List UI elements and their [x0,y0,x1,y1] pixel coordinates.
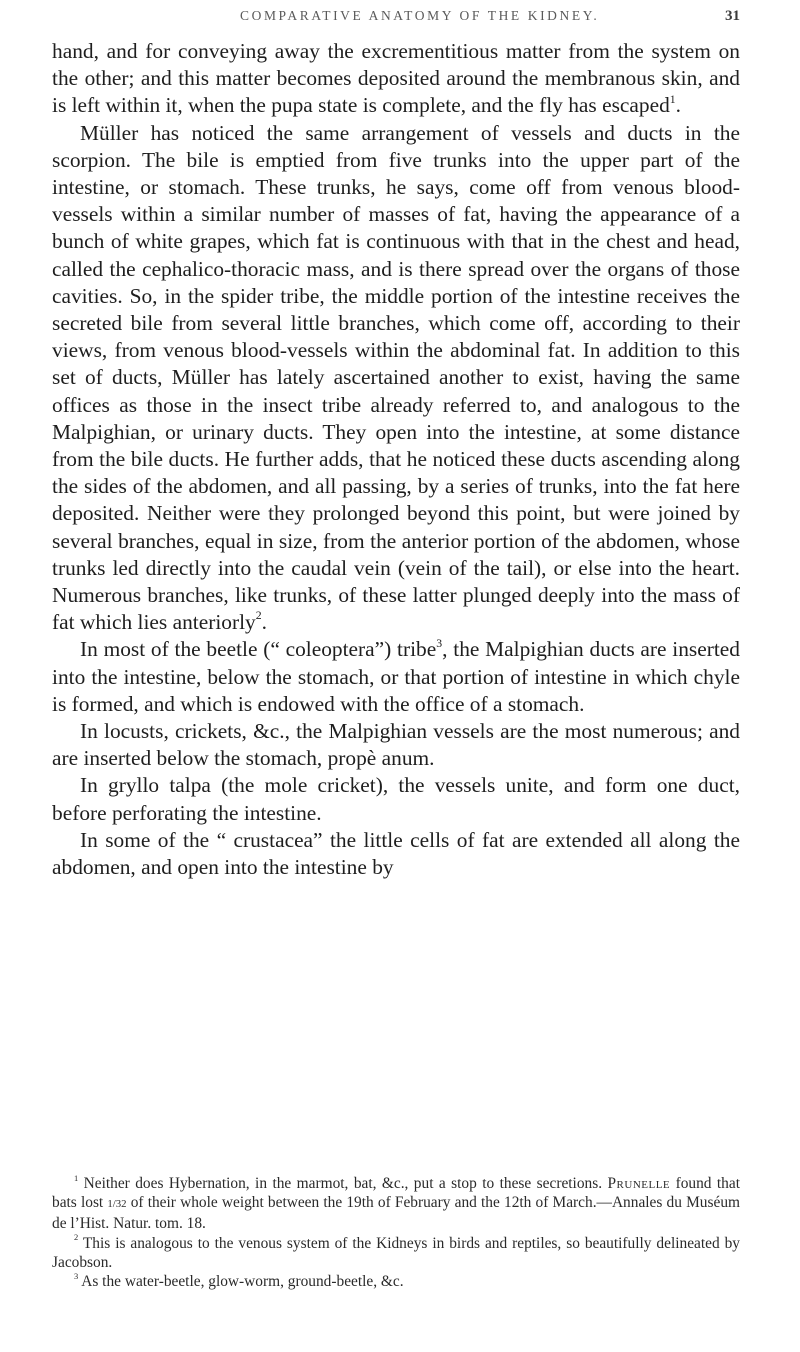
text-run: Neither does Hybernation, in the marmot, bat, &c., put a stop to these secretions. [78,1175,608,1192]
paragraph [52,718,740,772]
paragraph [52,772,740,826]
paragraph [52,120,740,637]
text-run: This is analogous to the venous system of the Kidneys in birds and reptiles, so beautifully delineated by Jacobson. [52,1234,740,1271]
running-head-title: COMPARATIVE ANATOMY OF THE KIDNEY. [240,8,600,23]
text-run: Müller has noticed the same arrangement of vessels and ducts in the scorpion. The bile is emptied from five trunks into the upper part of the intestine, or stomach. These trunks, he says, come off from venous blood-vessels within a similar number of masses of fat, having the appearance of a bunch of white grapes, which fat is continuous with that in the chest and head, called the cephalico-thoracic mass, and is there spread over the organs of those cavities. So, in the spider tribe, the middle portion of the intestine receives the secreted bile from several little branches, which come off, according to their views, from venous blood-vessels within the abdominal fat. In addition to this set of ducts, Müller has lately ascertained another to exist, having the same offices as those in the insect tribe already referred to, and analogous to the Malpighian, or urinary ducts. They open into the intestine, at some distance from the bile ducts. He further adds, that he noticed these ducts ascending along the sides of the abdomen, and all passing, by a series of trunks, into the fat here deposited. Neither were they prolonged beyond this point, but were joined by several branches, equal in size, from the anterior portion of the abdomen, whose trunks led directly into the caudal vein (vein of the tail), or else into the heart. Numerous branches, like trunks, of these latter plunged deeply into the mass of fat which lies anteriorly [52,120,740,635]
footnote [52,1272,740,1291]
body-text [52,38,740,881]
author-name: Prunelle [607,1175,671,1192]
text-run: In locusts, crickets, &c., the Malpighian vessels are the most numerous; and are inserted below the stomach, propè anum. [52,719,740,771]
page-number: 31 [725,8,740,24]
paragraph [52,636,740,718]
footnote-reference: 2 [255,609,262,623]
paragraph [52,827,740,881]
text-run: hand, and for conveying away the excrementitious matter from the system on the other; and this matter becomes deposited around the membranous skin, and is left within it, when the pupa state is complete, and the fly has escaped [52,39,740,118]
text-run: In some of the “ crustacea” the little cells of fat are extended all along the abdomen, and open into the intestine by [52,827,740,880]
text-run: In most of the beetle (“ coleoptera”) tribe [80,637,437,662]
footnote-reference: 1 [74,1172,79,1183]
text-run: found that bats lost [52,1175,740,1212]
text-run: . [261,610,267,635]
running-head [240,8,740,30]
text-run: As the water-beetle, glow-worm, ground-beetle, &c. [78,1273,404,1291]
text-run: of their whole weight between the 19th of February and the 12th of March.—Annales du Muséum de l’Hist. Natur. tom. 18. [52,1194,740,1233]
footnote-reference: 3 [436,636,443,650]
footnote-reference: 3 [74,1270,79,1281]
fraction: 1/32 [107,1198,127,1211]
footnote-reference: 1 [669,92,676,106]
paragraph [52,38,740,120]
text-run: In gryllo talpa (the mole cricket), the vessels unite, and form one duct, before perforating the intestine. [52,773,740,825]
footnote [52,1174,740,1234]
footnote-reference: 2 [74,1232,79,1243]
footnote [52,1234,740,1272]
text-run: , the Malpighian ducts are inserted into the intestine, below the stomach, or that portion of intestine in which chyle is formed, and which is endowed with the office of a stomach. [52,637,740,716]
text-run: . [675,93,682,118]
footnotes [52,1174,740,1291]
